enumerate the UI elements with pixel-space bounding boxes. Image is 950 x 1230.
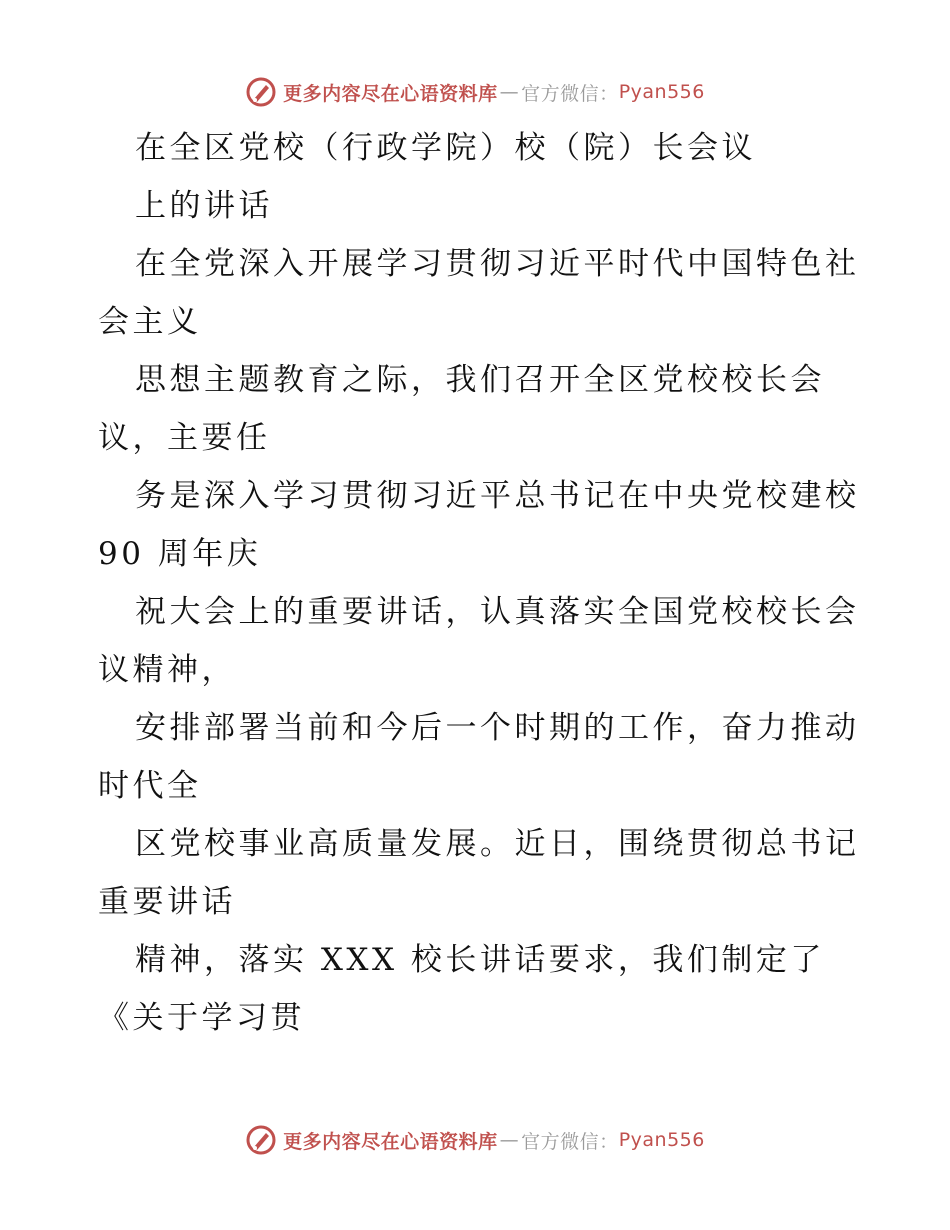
watermark-wechat-label: 官方微信： [521, 1130, 619, 1153]
paragraph-line: 议，主要任 [98, 420, 271, 456]
watermark-wechat-id: Pyan556 [618, 1129, 705, 1151]
paragraph-line: 务是深入学习贯彻习近平总书记在中央党校建校 [135, 478, 860, 514]
paragraph-line: 《关于学习贯 [98, 1000, 305, 1036]
paragraph-line: 安排部署当前和今后一个时期的工作，奋力推动 [135, 710, 860, 746]
watermark-wechat-id: Pyan556 [618, 81, 705, 103]
header-watermark [0, 72, 950, 112]
watermark-dash: — [499, 81, 520, 103]
watermark-site-text: 更多内容尽在心语资料库 [283, 82, 498, 105]
paragraph-line: 在全党深入开展学习贯彻习近平时代中国特色社 [135, 246, 860, 282]
paragraph-line: 重要讲话 [98, 884, 236, 920]
paragraph-line: 90 周年庆 [98, 536, 262, 572]
paragraph-line: 精神，落实 XXX 校长讲话要求，我们制定了 [135, 942, 825, 978]
watermark-site-text: 更多内容尽在心语资料库 [283, 1130, 498, 1153]
paragraph-line: 思想主题教育之际，我们召开全区党校校长会 [135, 362, 825, 398]
paragraph-line: 时代全 [98, 768, 202, 804]
paragraph-line: 区党校事业高质量发展。近日，围绕贯彻总书记 [135, 826, 860, 862]
pen-nib-logo-icon [245, 1124, 277, 1156]
paragraph-line: 会主义 [98, 304, 202, 340]
watermark-wechat-label: 官方微信： [521, 82, 619, 105]
document-title-line-1: 在全区党校（行政学院）校（院）长会议 [135, 130, 756, 166]
pen-nib-logo-icon [245, 76, 277, 108]
paragraph-line: 祝大会上的重要讲话，认真落实全国党校校长会 [135, 594, 860, 630]
paragraph-line: 议精神， [98, 652, 236, 688]
watermark-dash: — [499, 1129, 520, 1151]
footer-watermark [0, 1120, 950, 1160]
document-title-line-2: 上的讲话 [135, 188, 273, 224]
